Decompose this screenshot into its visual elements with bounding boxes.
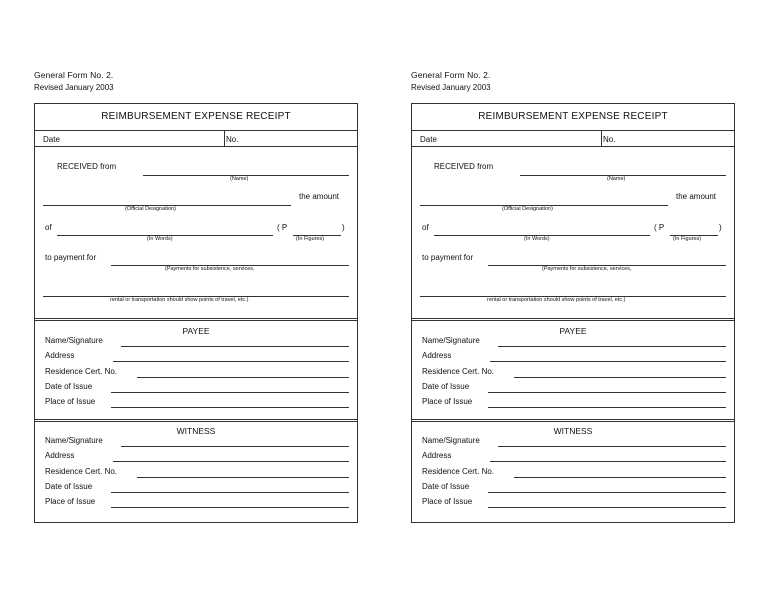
payee-field-label: Residence Cert. No. <box>45 366 118 376</box>
section-divider <box>35 318 357 321</box>
witness-field-line[interactable] <box>113 461 349 462</box>
divider <box>224 130 225 146</box>
of-label: of <box>422 223 429 232</box>
revision-date: Revised January 2003 <box>34 83 114 92</box>
witness-heading: WITNESS <box>553 426 593 436</box>
payee-field-line[interactable] <box>111 407 349 408</box>
payee-field-line[interactable] <box>488 392 726 393</box>
no-label: No. <box>226 135 239 144</box>
peso-open-label: ( P <box>654 223 665 232</box>
date-label: Date <box>420 135 437 144</box>
payee-field-line[interactable] <box>490 361 726 362</box>
payee-field-label: Name/Signature <box>45 336 103 345</box>
payee-field-line[interactable] <box>498 346 726 347</box>
payee-field-line[interactable] <box>137 377 349 378</box>
section-divider <box>412 419 734 422</box>
the-amount-label: the amount <box>676 192 717 201</box>
rental-caption: rental or transportation should show points of travel, etc.) <box>110 297 249 303</box>
witness-field-line[interactable] <box>488 507 726 508</box>
witness-field-label: Residence Cert. No. <box>45 466 118 476</box>
received-from-label: RECEIVED from <box>434 162 494 171</box>
payment-for-label: to payment for <box>422 253 474 262</box>
witness-field-label: Date of Issue <box>45 481 93 491</box>
official-designation-caption: (Official Designation) <box>125 206 176 212</box>
form-number: General Form No. 2. <box>411 70 491 80</box>
official-designation-caption: (Official Designation) <box>502 206 553 212</box>
witness-field-line[interactable] <box>498 446 726 447</box>
witness-field-label: Place of Issue <box>422 497 473 507</box>
witness-field-label: Place of Issue <box>45 497 96 507</box>
of-label: of <box>45 223 52 232</box>
payee-field-label: Place of Issue <box>45 397 96 407</box>
section-divider <box>35 419 357 422</box>
peso-close-label: ) <box>719 223 722 232</box>
form-number: General Form No. 2. <box>34 70 114 80</box>
in-words-caption: (In Words) <box>524 236 550 242</box>
payments-caption: (Payments for subsistence, services, <box>542 266 632 272</box>
peso-open-label: ( P <box>277 223 288 232</box>
receipt-title: REIMBURSEMENT EXPENSE RECEIPT <box>478 111 668 122</box>
payee-field-line[interactable] <box>113 361 349 362</box>
section-divider <box>412 318 734 321</box>
witness-field-label: Date of Issue <box>422 481 470 491</box>
divider <box>412 130 734 131</box>
reimbursement-form-right <box>411 70 735 507</box>
witness-field-line[interactable] <box>490 461 726 462</box>
payee-field-label: Address <box>422 351 452 361</box>
peso-close-label: ) <box>342 223 345 232</box>
witness-field-line[interactable] <box>121 446 349 447</box>
payee-field-label: Date of Issue <box>45 381 93 391</box>
witness-field-label: Name/Signature <box>45 436 103 445</box>
rental-caption: rental or transportation should show points of travel, etc.) <box>487 297 626 303</box>
payee-field-line[interactable] <box>121 346 349 347</box>
witness-field-label: Address <box>45 451 75 461</box>
receipt-box <box>411 103 735 523</box>
receipt-box <box>34 103 358 523</box>
witness-field-label: Address <box>422 451 452 461</box>
in-words-caption: (In Words) <box>147 236 173 242</box>
name-caption: (Name) <box>607 176 626 182</box>
in-figures-caption: (In Figures) <box>296 236 325 242</box>
witness-heading: WITNESS <box>176 426 216 436</box>
revision-date: Revised January 2003 <box>411 83 491 92</box>
witness-field-line[interactable] <box>488 492 726 493</box>
payee-field-label: Date of Issue <box>422 381 470 391</box>
receipt-title: REIMBURSEMENT EXPENSE RECEIPT <box>101 111 291 122</box>
witness-field-label: Name/Signature <box>422 436 480 445</box>
payee-field-label: Address <box>45 351 75 361</box>
divider <box>35 130 357 131</box>
date-label: Date <box>43 135 60 144</box>
witness-field-label: Residence Cert. No. <box>422 466 495 476</box>
witness-field-line[interactable] <box>137 477 349 478</box>
divider <box>601 130 602 146</box>
payments-caption: (Payments for subsistence, services, <box>165 266 255 272</box>
payment-for-label: to payment for <box>45 253 97 262</box>
received-from-label: RECEIVED from <box>57 162 117 171</box>
the-amount-label: the amount <box>299 192 340 201</box>
payee-field-line[interactable] <box>111 392 349 393</box>
divider <box>412 146 734 147</box>
payee-field-label: Name/Signature <box>422 336 480 345</box>
no-label: No. <box>603 135 616 144</box>
witness-field-line[interactable] <box>111 507 349 508</box>
in-figures-caption: (In Figures) <box>673 236 702 242</box>
payee-heading: PAYEE <box>559 326 587 336</box>
reimbursement-form-left <box>34 70 358 507</box>
payee-field-label: Residence Cert. No. <box>422 366 495 376</box>
payee-heading: PAYEE <box>182 326 210 336</box>
name-caption: (Name) <box>230 176 249 182</box>
payee-field-line[interactable] <box>514 377 726 378</box>
payee-field-label: Place of Issue <box>422 397 473 407</box>
witness-field-line[interactable] <box>514 477 726 478</box>
payee-field-line[interactable] <box>488 407 726 408</box>
divider <box>35 146 357 147</box>
witness-field-line[interactable] <box>111 492 349 493</box>
